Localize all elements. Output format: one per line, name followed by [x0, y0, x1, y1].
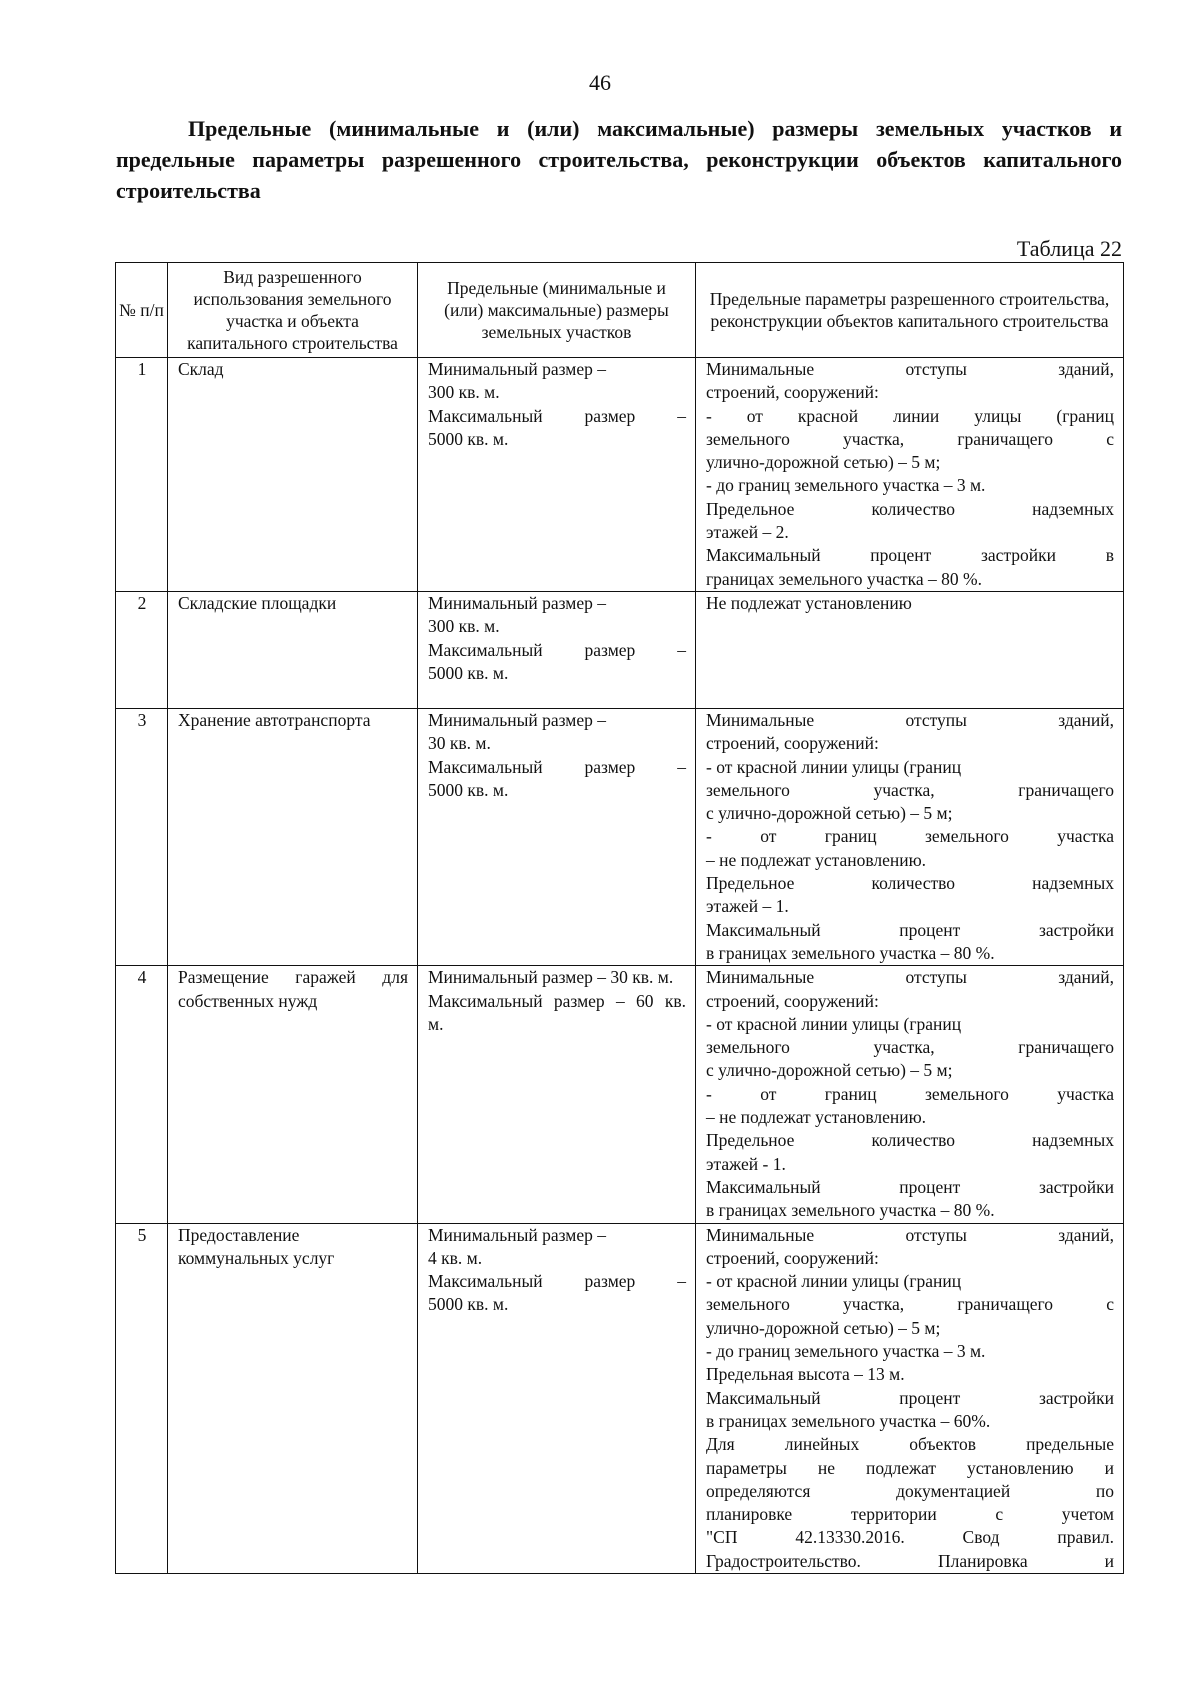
- land-size-line: 5000 кв. м.: [428, 779, 509, 800]
- construction-params-line: параметры не подлежат установлению и: [706, 1457, 1114, 1478]
- construction-params-line: этажей - 1.: [706, 1153, 786, 1174]
- header-permitted-use: Вид разрешенного использования земельного участка и объекта капитального строительства: [168, 263, 418, 358]
- table-body: [116, 358, 1124, 1574]
- land-size-line: Минимальный размер –: [428, 1224, 607, 1245]
- land-size-line: 300 кв. м.: [428, 616, 500, 637]
- construction-params-line: земельного участка, граничащего с: [706, 1294, 1114, 1315]
- construction-params-line: Максимальный процент застройки: [706, 919, 1114, 940]
- land-size-cell: [418, 358, 696, 592]
- construction-params-line: - от границ земельного участка: [706, 1083, 1114, 1104]
- table-row: [116, 709, 1124, 966]
- land-size-line: 5000 кв. м.: [428, 662, 509, 683]
- land-size-line: Максимальный размер –: [428, 1271, 686, 1292]
- permitted-use-cell: Складские площадки: [168, 592, 418, 709]
- construction-params-line: Максимальный процент застройки: [706, 1176, 1114, 1197]
- land-size-line: м.: [428, 1013, 444, 1034]
- land-size-line: 5000 кв. м.: [428, 428, 509, 449]
- construction-params-line: – не подлежат установлению.: [706, 849, 927, 870]
- table-row: [116, 1223, 1124, 1573]
- construction-params-line: этажей – 2.: [706, 522, 789, 543]
- land-size-line: Максимальный размер – 60 кв.: [428, 990, 686, 1011]
- land-size-cell: [418, 966, 696, 1223]
- construction-params-cell: [696, 1223, 1124, 1573]
- construction-params-line: - от границ земельного участка: [706, 826, 1114, 847]
- land-size-line: Максимальный размер –: [428, 756, 686, 777]
- land-size-cell: [418, 709, 696, 966]
- construction-params-line: с улично-дорожной сетью) – 5 м;: [706, 803, 953, 824]
- construction-params-line: - до границ земельного участка – 3 м.: [706, 1341, 986, 1362]
- table-header-row: [116, 263, 1124, 358]
- land-size-line: 5000 кв. м.: [428, 1294, 509, 1315]
- construction-params-line: Градостроительство. Планировка и: [706, 1550, 1114, 1571]
- construction-params-line: Минимальные отступы зданий,: [706, 359, 1114, 379]
- row-number: 2: [116, 592, 168, 709]
- permitted-use-cell: Хранение автотранспорта: [168, 709, 418, 966]
- construction-params-line: Для линейных объектов предельные: [706, 1434, 1114, 1455]
- construction-params-cell: [696, 709, 1124, 966]
- construction-params-cell: [696, 358, 1124, 592]
- construction-params-line: - от красной линии улицы (границ: [706, 756, 962, 777]
- construction-params-line: в границах земельного участка – 80 %.: [706, 1200, 995, 1221]
- construction-params-line: строений, сооружений:: [706, 382, 879, 403]
- construction-params-line: границах земельного участка – 80 %.: [706, 568, 982, 589]
- construction-params-line: - от красной линии улицы (границ: [706, 405, 1114, 426]
- land-size-line: Минимальный размер – 30 кв. м.: [428, 967, 674, 988]
- construction-params-line: строений, сооружений:: [706, 990, 879, 1011]
- land-size-cell: [418, 592, 696, 709]
- construction-params-line: определяются документацией по: [706, 1480, 1114, 1501]
- land-size-line: Минимальный размер –: [428, 710, 607, 730]
- construction-params-line: - от красной линии улицы (границ: [706, 1271, 962, 1292]
- page-number: 46: [589, 70, 611, 95]
- construction-params-line: "СП 42.13330.2016. Свод правил.: [706, 1527, 1114, 1548]
- construction-params-line: Предельная высота – 13 м.: [706, 1364, 905, 1385]
- land-size-line: Минимальный размер –: [428, 593, 607, 613]
- construction-params-line: Не подлежат установлению: [706, 593, 912, 613]
- header-construction-params: Предельные параметры разрешенного строительства, реконструкции объектов капитального строительства: [696, 263, 1124, 358]
- header-number: № п/п: [116, 263, 168, 358]
- permitted-use-cell: Предоставление коммунальных услуг: [168, 1223, 418, 1573]
- permitted-use-cell: Размещение гаражей для собственных нужд: [168, 966, 418, 1223]
- row-number: 1: [116, 358, 168, 592]
- construction-params-line: в границах земельного участка – 60%.: [706, 1410, 991, 1431]
- row-number: 4: [116, 966, 168, 1223]
- construction-params-line: улично-дорожной сетью) – 5 м;: [706, 1317, 941, 1338]
- land-size-line: Минимальный размер –: [428, 359, 607, 379]
- land-size-cell: [418, 1223, 696, 1573]
- row-number: 5: [116, 1223, 168, 1573]
- construction-params-line: - от красной линии улицы (границ: [706, 1013, 962, 1034]
- construction-params-cell: [696, 966, 1124, 1223]
- land-size-line: 4 кв. м.: [428, 1247, 483, 1268]
- construction-params-line: Минимальные отступы зданий,: [706, 710, 1114, 730]
- header-land-size: Предельные (минимальные и (или) максимальные) размеры земельных участков: [418, 263, 696, 358]
- table-row: [116, 358, 1124, 592]
- construction-params-line: земельного участка, граничащего: [706, 779, 1114, 800]
- construction-params-line: Максимальный процент застройки: [706, 1387, 1114, 1408]
- construction-params-line: Предельное количество надземных: [706, 873, 1114, 894]
- construction-params-line: планировке территории с учетом: [706, 1504, 1114, 1525]
- construction-params-line: Минимальные отступы зданий,: [706, 967, 1114, 988]
- construction-params-line: улично-дорожной сетью) – 5 м;: [706, 452, 941, 473]
- land-size-line: 30 кв. м.: [428, 733, 491, 754]
- row-number: 3: [116, 709, 168, 966]
- table-caption: Таблица 22: [1016, 236, 1122, 261]
- table-row: [116, 966, 1124, 1223]
- permitted-use-cell: Склад: [168, 358, 418, 592]
- construction-params-line: в границах земельного участка – 80 %.: [706, 942, 995, 963]
- document-title: Предельные (минимальные и (или) максимальные) размеры земельных участков и предельные параметры разрешенного строительства, реконструкции объектов капитального строительства: [116, 116, 1122, 203]
- construction-params-line: земельного участка, граничащего: [706, 1037, 1114, 1058]
- construction-params-cell: [696, 592, 1124, 709]
- construction-params-line: с улично-дорожной сетью) – 5 м;: [706, 1060, 953, 1081]
- construction-params-line: этажей – 1.: [706, 896, 789, 917]
- construction-params-line: Минимальные отступы зданий,: [706, 1224, 1114, 1245]
- table-row: [116, 592, 1124, 709]
- construction-params-line: - до границ земельного участка – 3 м.: [706, 475, 986, 496]
- construction-params-line: – не подлежат установлению.: [706, 1107, 927, 1128]
- construction-params-line: земельного участка, граничащего с: [706, 428, 1114, 449]
- land-size-line: Максимальный размер –: [428, 405, 686, 426]
- land-parameters-table: [115, 262, 1124, 1574]
- land-size-line: 300 кв. м.: [428, 382, 500, 403]
- construction-params-line: строений, сооружений:: [706, 1247, 879, 1268]
- land-size-line: Максимальный размер –: [428, 639, 686, 660]
- construction-params-line: Предельное количество надземных: [706, 498, 1114, 519]
- construction-params-line: строений, сооружений:: [706, 733, 879, 754]
- construction-params-line: Максимальный процент застройки в: [706, 545, 1114, 566]
- construction-params-line: Предельное количество надземных: [706, 1130, 1114, 1151]
